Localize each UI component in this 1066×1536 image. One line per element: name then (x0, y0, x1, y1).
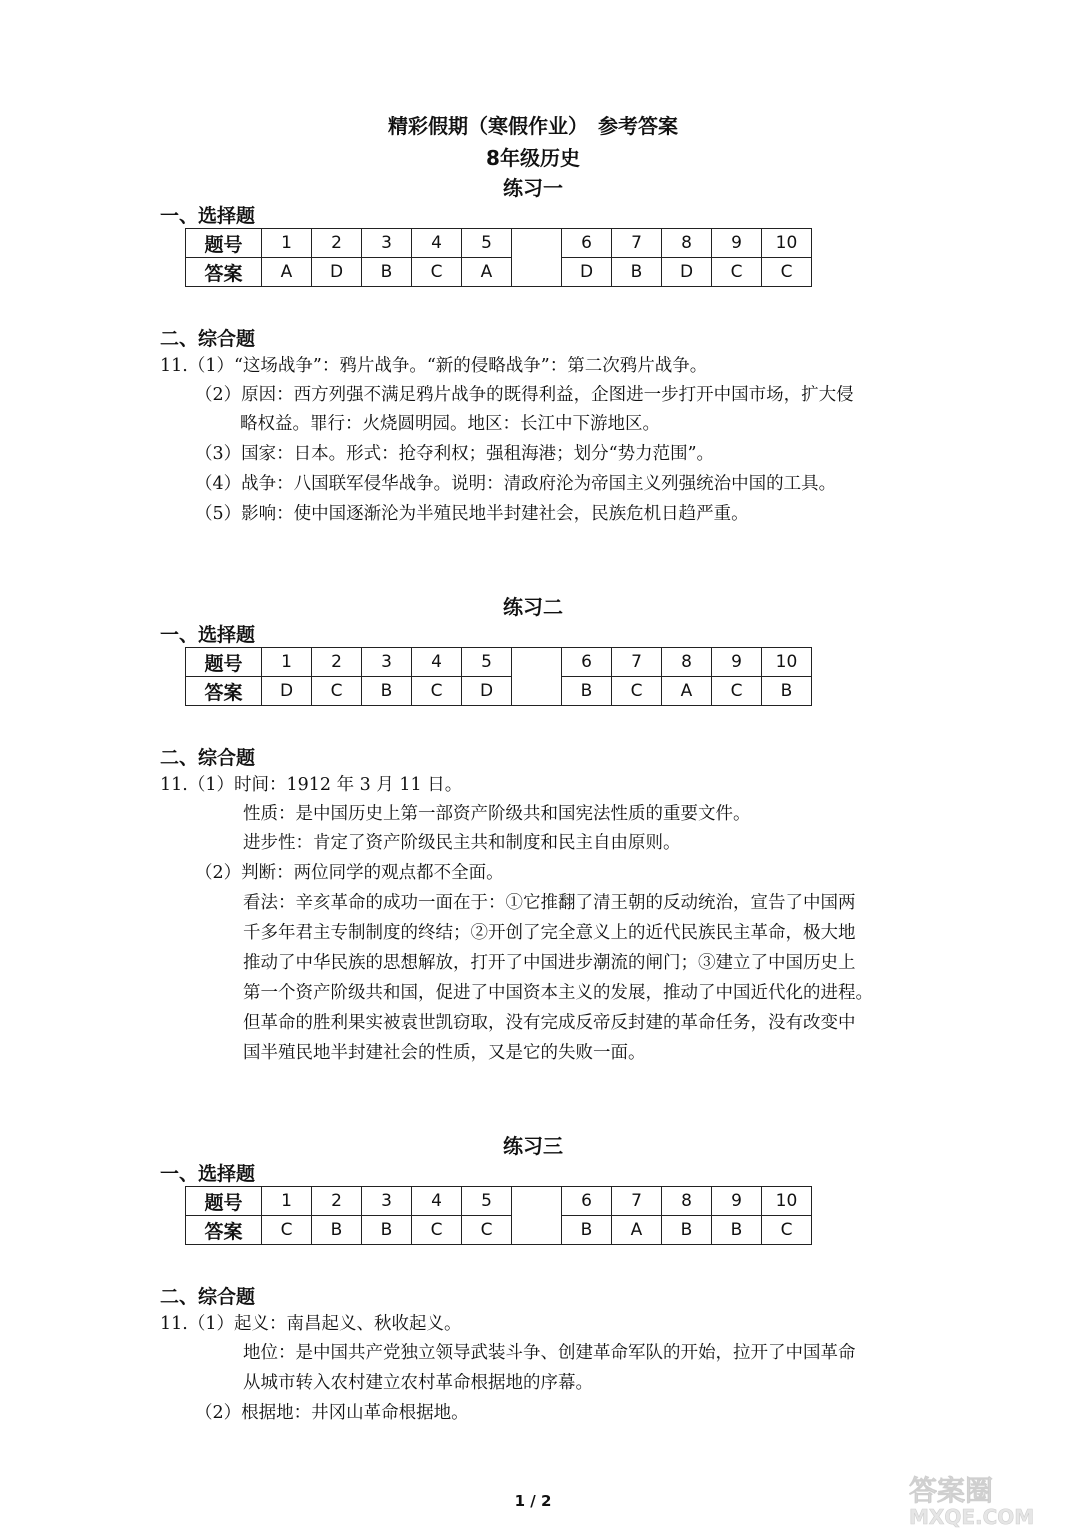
table-cell: C (712, 258, 762, 287)
table-cell: C (412, 1216, 462, 1245)
watermark-logo (905, 1470, 1055, 1528)
table-cell: 6 (562, 1187, 612, 1216)
table-cell: A (662, 677, 712, 706)
table-row (186, 1187, 812, 1216)
answer-line: （2）根据地：井冈山革命根据地。 (195, 1403, 469, 1423)
table-cell: A (262, 258, 312, 287)
table-cell: 3 (362, 648, 412, 677)
table-cell: D (312, 258, 362, 287)
table-row (186, 648, 812, 677)
answer-line: 地位：是中国共产党独立领导武装斗争、创建革命军队的开始，拉开了中国革命 (243, 1343, 856, 1363)
table-cell: C (612, 677, 662, 706)
table-gap (512, 648, 562, 706)
answer-line: 11.（1）起义：南昌起义、秋收起义。 (160, 1314, 462, 1334)
section-3-essay-heading: 二、综合题 (160, 1286, 256, 1308)
table-cell: 9 (712, 229, 762, 258)
answer-line: 11.（1）“这场战争”：鸦片战争。“新的侵略战争”：第二次鸦片战争。 (160, 356, 708, 376)
row-label: 答案 (186, 677, 262, 706)
table-cell: 8 (662, 229, 712, 258)
table-cell: 7 (612, 648, 662, 677)
table-cell: C (712, 677, 762, 706)
table-cell: 5 (462, 229, 512, 258)
section-1-choice-heading: 一、选择题 (160, 205, 256, 227)
table-cell: B (362, 1216, 412, 1245)
table-cell: 1 (262, 229, 312, 258)
table-cell: 3 (362, 229, 412, 258)
answer-line: 性质：是中国历史上第一部资产阶级共和国宪法性质的重要文件。 (243, 804, 751, 824)
section-1-title: 练习一 (503, 176, 563, 200)
section-2-essay-heading: 二、综合题 (160, 747, 256, 769)
answer-line: 略权益。罪行：火烧圆明园。地区：长江中下游地区。 (240, 414, 660, 434)
answer-line: 第一个资产阶级共和国，促进了中国资本主义的发展，推动了中国近代化的进程。 (243, 983, 873, 1003)
table-cell: B (312, 1216, 362, 1245)
answer-line: （2）判断：两位同学的观点都不全面。 (195, 863, 504, 883)
table-cell: 4 (412, 648, 462, 677)
table-cell: 2 (312, 1187, 362, 1216)
row-label: 题号 (186, 648, 262, 677)
answer-line: 推动了中华民族的思想解放，打开了中国进步潮流的闸门；③建立了中国历史上 (243, 953, 856, 973)
table-cell: B (562, 677, 612, 706)
table-cell: 5 (462, 648, 512, 677)
section-2-title: 练习二 (503, 595, 563, 619)
section-1-answer-table (185, 228, 812, 287)
section-3-choice-heading: 一、选择题 (160, 1163, 256, 1185)
table-cell: 10 (762, 648, 812, 677)
answer-line: 从城市转入农村建立农村革命根据地的序幕。 (243, 1373, 593, 1393)
table-cell: 3 (362, 1187, 412, 1216)
section-2-answer-table (185, 647, 812, 706)
answer-line: 进步性：肯定了资产阶级民主共和制度和民主自由原则。 (243, 833, 681, 853)
answer-line: 国半殖民地半封建社会的性质，又是它的失败一面。 (243, 1043, 646, 1063)
answer-line: 看法：辛亥革命的成功一面在于：①它推翻了清王朝的反动统治，宣告了中国两 (243, 893, 856, 913)
table-cell: B (762, 677, 812, 706)
document-subtitle: 8年级历史 (486, 146, 580, 170)
table-gap (512, 229, 562, 287)
table-cell: 2 (312, 229, 362, 258)
table-cell: 4 (412, 229, 462, 258)
table-cell: 10 (762, 229, 812, 258)
table-row (186, 677, 812, 706)
table-cell: B (562, 1216, 612, 1245)
table-cell: 8 (662, 1187, 712, 1216)
table-cell: 10 (762, 1187, 812, 1216)
table-cell: C (462, 1216, 512, 1245)
table-row (186, 1216, 812, 1245)
row-label: 答案 (186, 258, 262, 287)
table-cell: D (662, 258, 712, 287)
table-cell: 6 (562, 648, 612, 677)
table-cell: D (462, 677, 512, 706)
watermark-logo-en: MXQE.COM (909, 1505, 1035, 1528)
row-label: 题号 (186, 229, 262, 258)
table-cell: 9 (712, 1187, 762, 1216)
section-1-essay-heading: 二、综合题 (160, 328, 256, 350)
table-cell: C (412, 677, 462, 706)
table-cell: B (612, 258, 662, 287)
table-gap (512, 1187, 562, 1245)
table-cell: 4 (412, 1187, 462, 1216)
table-cell: B (662, 1216, 712, 1245)
answer-line: （3）国家：日本。形式：抢夺利权；强租海港；划分“势力范围”。 (195, 444, 715, 464)
table-cell: 9 (712, 648, 762, 677)
table-cell: 5 (462, 1187, 512, 1216)
answer-line: 11.（1）时间：1912 年 3 月 11 日。 (160, 775, 463, 795)
table-cell: 8 (662, 648, 712, 677)
table-cell: C (262, 1216, 312, 1245)
page-number: 1 / 2 (514, 1492, 552, 1510)
table-cell: D (262, 677, 312, 706)
section-3-title: 练习三 (503, 1134, 563, 1158)
watermark-logo-cn: 答案圈 (909, 1474, 994, 1507)
section-3-answer-table (185, 1186, 812, 1245)
table-cell: D (562, 258, 612, 287)
table-cell: 7 (612, 1187, 662, 1216)
table-cell: 6 (562, 229, 612, 258)
answer-line: 千多年君主专制制度的终结；②开创了完全意义上的近代民族民主革命，极大地 (243, 923, 856, 943)
table-cell: 7 (612, 229, 662, 258)
answer-line: （5）影响：使中国逐渐沦为半殖民地半封建社会，民族危机日趋严重。 (195, 504, 749, 524)
answer-line: 但革命的胜利果实被袁世凯窃取，没有完成反帝反封建的革命任务，没有改变中 (243, 1013, 856, 1033)
table-cell: A (612, 1216, 662, 1245)
document-title: 精彩假期（寒假作业） 参考答案 (388, 114, 678, 138)
table-cell: C (312, 677, 362, 706)
table-cell: B (362, 258, 412, 287)
row-label: 题号 (186, 1187, 262, 1216)
table-cell: B (712, 1216, 762, 1245)
table-cell: A (462, 258, 512, 287)
table-cell: C (762, 1216, 812, 1245)
table-row (186, 258, 812, 287)
row-label: 答案 (186, 1216, 262, 1245)
table-row (186, 229, 812, 258)
table-cell: C (762, 258, 812, 287)
section-2-choice-heading: 一、选择题 (160, 624, 256, 646)
answer-line: （4）战争：八国联军侵华战争。说明：清政府沦为帝国主义列强统治中国的工具。 (195, 474, 837, 494)
table-cell: 1 (262, 1187, 312, 1216)
table-cell: 1 (262, 648, 312, 677)
table-cell: 2 (312, 648, 362, 677)
table-cell: C (412, 258, 462, 287)
answer-line: （2）原因：西方列强不满足鸦片战争的既得利益，企图进一步打开中国市场，扩大侵 (195, 385, 854, 405)
table-cell: B (362, 677, 412, 706)
